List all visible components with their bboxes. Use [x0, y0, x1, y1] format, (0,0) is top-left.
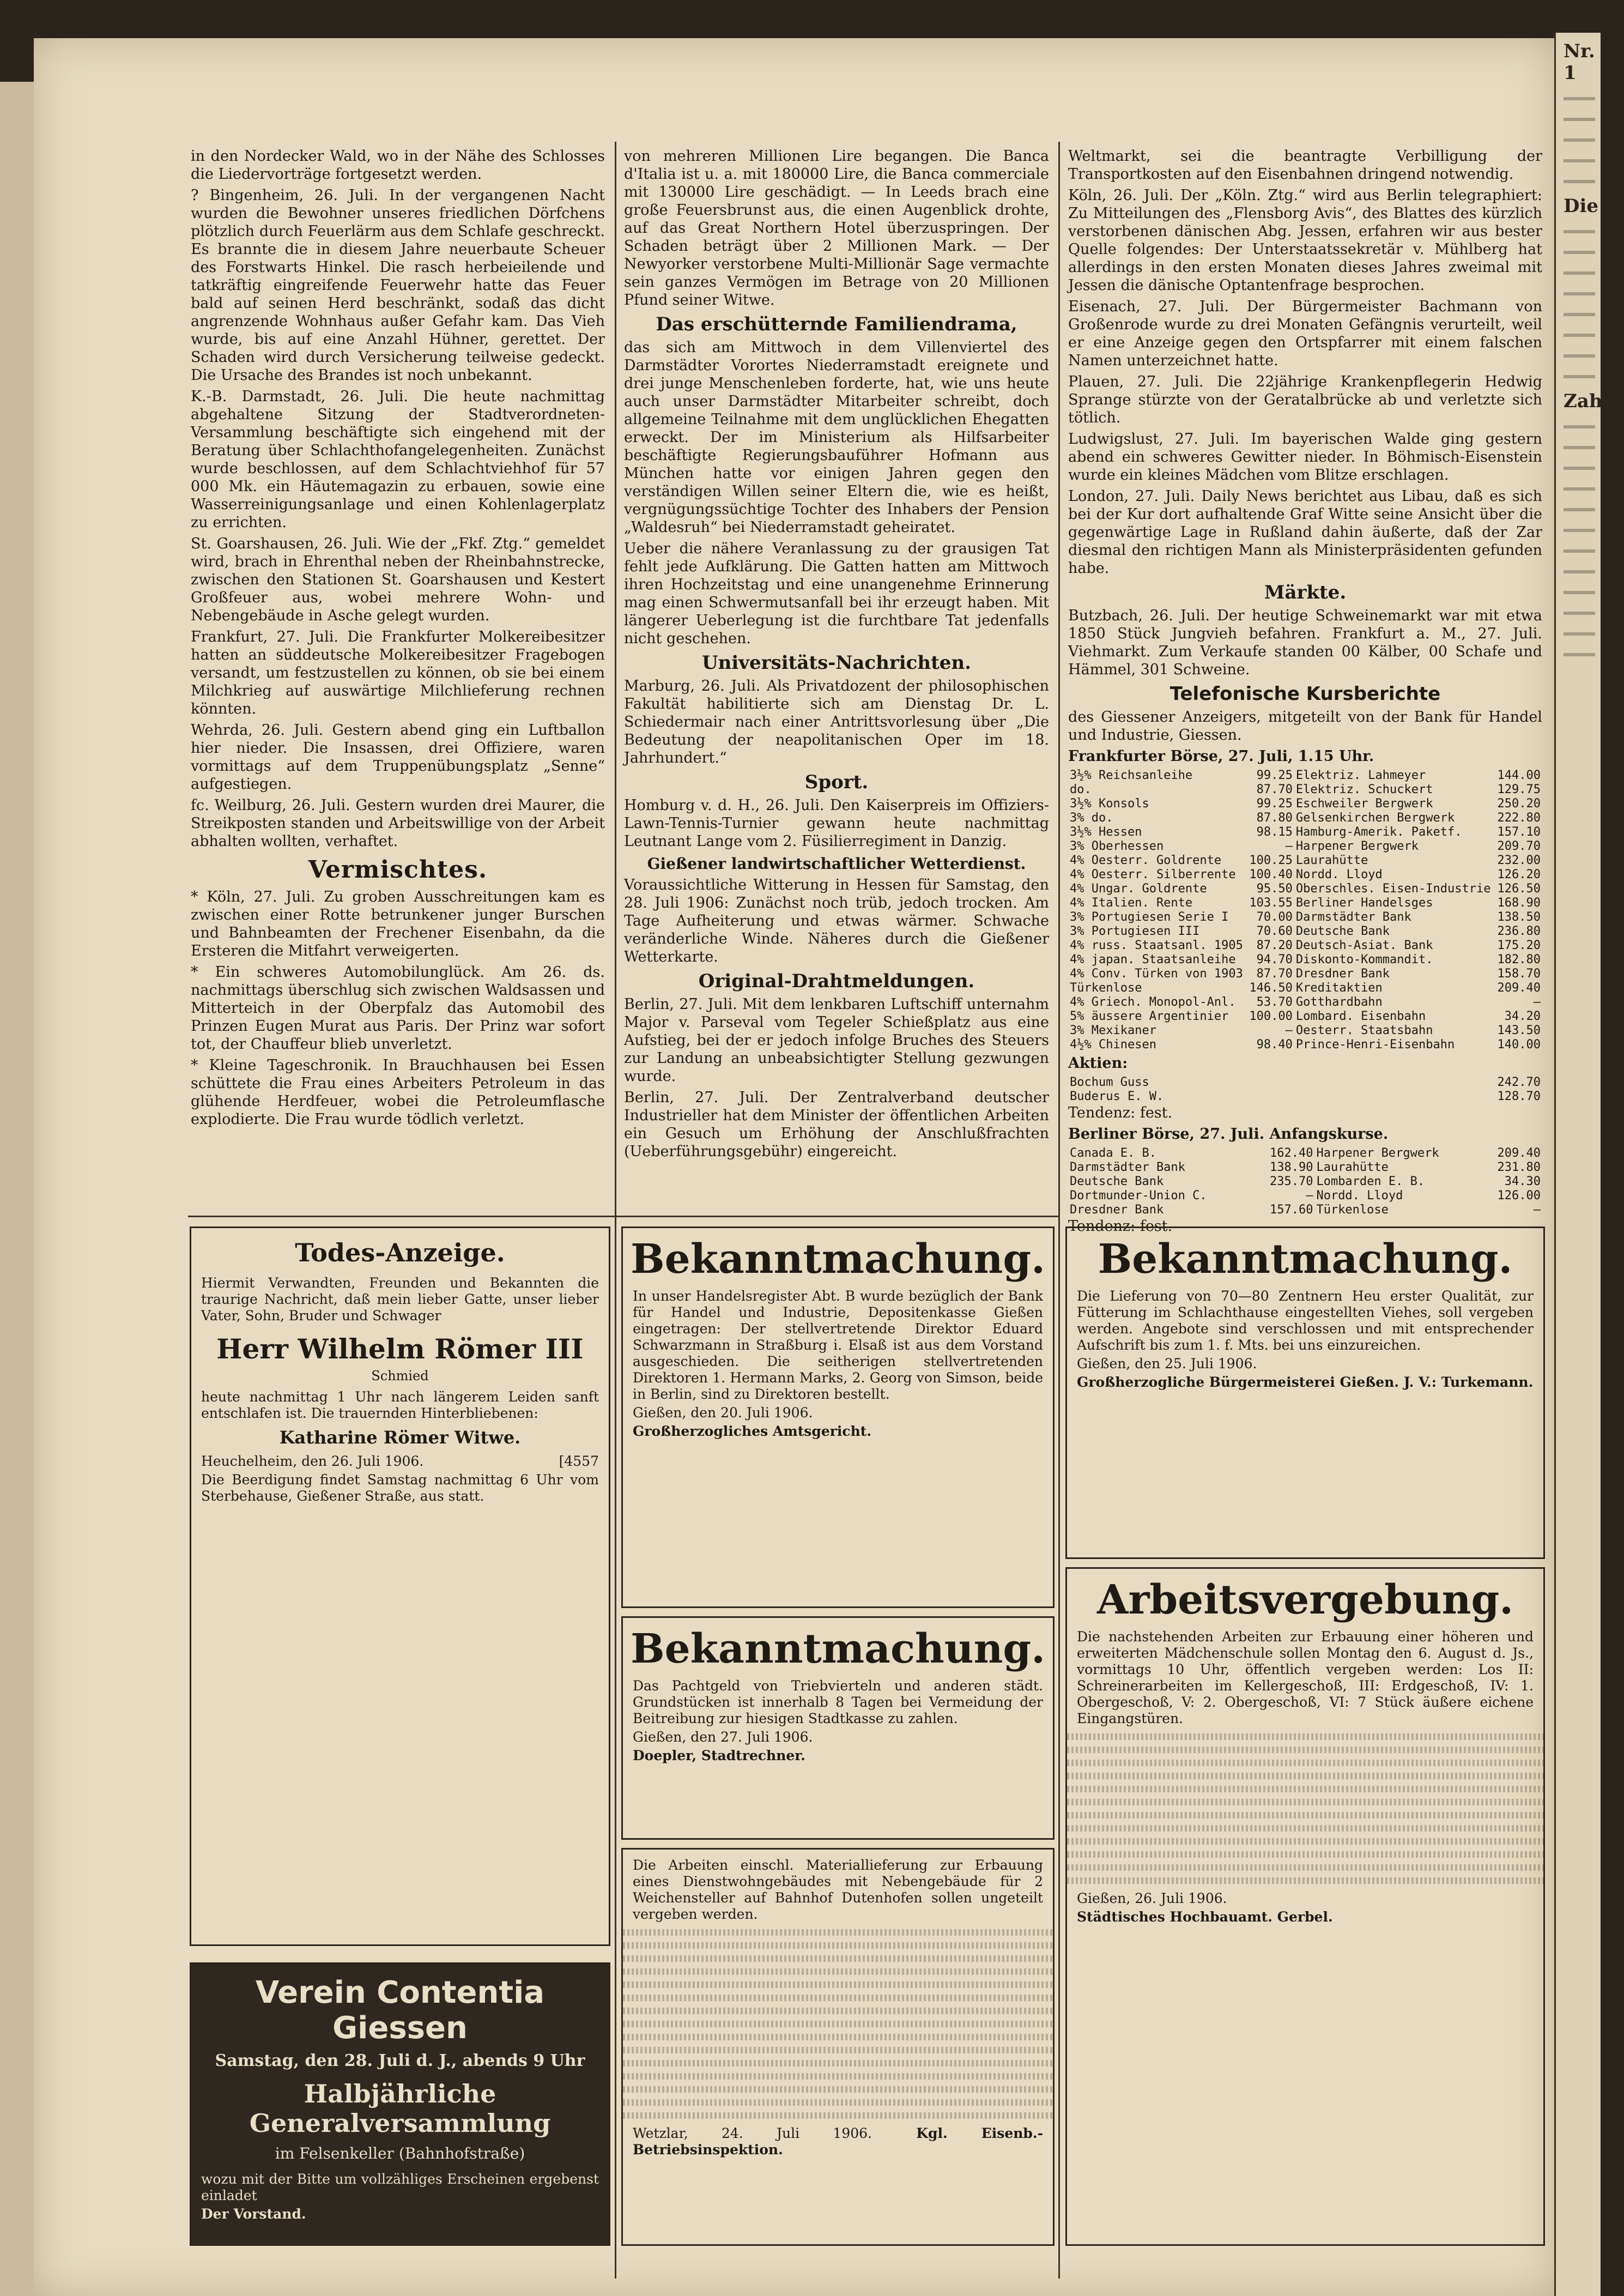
column-1: [191, 147, 605, 1210]
article-paragraph: Voraussichtliche Witterung in Hessen für Samstag, den 28. Juli 1906: Zunächst noch trüb, jedoch trocken. Am Tage Aufheiterung und etwas wärmer. Schwache veränderliche Winde. Näheres durch die Gießener Wetterkarte.: [624, 877, 1049, 965]
quote-name: Bochum Guss: [1070, 1076, 1149, 1089]
ad-heading: Arbeitsvergebung.: [1097, 1576, 1513, 1623]
quote-value: 87.70: [1256, 783, 1293, 796]
quote-name: 3% Mexikaner: [1070, 1024, 1156, 1037]
ad-text: Die nachstehenden Arbeiten zur Erbauung einer höheren und erweiterten Mädchenschule sollen Montag den 6. August d. Js., vormittags 10 Uhr, öffentlich vergeben werden: Los II: Schreinerarbeiten im Kellergeschoß, III: Erdgeschoß, IV: 1. Obergeschoß, V: 2. Obergeschoß, VI: 7 Stück äußere eichene Eingangstüren.: [1077, 1629, 1534, 1726]
quote-name: Gelsenkirchen Bergwerk: [1295, 811, 1455, 825]
quote-name: Diskonto-Kommandit.: [1295, 953, 1433, 966]
quote-name: Berliner Handelsges: [1295, 896, 1433, 910]
quote-name: Elektriz. Schuckert: [1295, 783, 1433, 796]
quote-row: [1068, 1175, 1542, 1189]
quote-value: 209.40: [1497, 1146, 1541, 1160]
kurs-berlin-title: Berliner Börse, 27. Juli. Anfangskurse.: [1068, 1126, 1389, 1143]
quote-value: 222.80: [1497, 811, 1541, 825]
section-heading: Vermischtes.: [308, 856, 488, 884]
ad-heading: Bekanntmachung.: [1098, 1236, 1513, 1283]
quote-row: [1068, 910, 1542, 925]
quote-value: 70.60: [1256, 925, 1293, 938]
quote-row: [1068, 783, 1542, 797]
quote-value: 95.50: [1256, 882, 1293, 896]
verein-event: Halbjährliche Generalversammlung: [249, 2079, 551, 2138]
quote-row: [1068, 1189, 1542, 1203]
article-paragraph: ? Bingenheim, 26. Juli. In der vergangenen Nacht wurden die Bewohner unseres friedlichen Dörfchens plötzlich durch Feuerlärm aus dem Schlafe geschreckt. Es brannte die in diesem Jahre neuerbaute Scheuer des Forstwarts Hinkel. Die rasch herbeieilende und tatkräftig eingreifende Feuerwehr hatte das Feuer bald auf seinen Herd beschränkt, sodaß das dicht angrenzende Wohnhaus außer Gefahr kam. Das Vieh wurde, bis auf eine Anzahl Hühner, gerettet. Der Schaden wird durch Versicherung teilweise gedeckt. Die Ursache des Brandes ist noch unbekannt.: [191, 187, 605, 384]
quote-row: [1068, 1076, 1542, 1090]
quote-value: 182.80: [1497, 953, 1541, 966]
todes-text: Hiermit Verwandten, Freunden und Bekannten die traurige Nachricht, daß mein lieber Gatte, unser lieber Vater, Sohn, Bruder und Schwager: [201, 1275, 599, 1324]
quote-name: Buderus E. W.: [1070, 1090, 1164, 1103]
quote-name: Oesterr. Staatsbahn: [1295, 1024, 1433, 1037]
quote-value: 100.00: [1249, 1010, 1293, 1023]
ad-signature: Städtisches Hochbauamt. Gerbel.: [1077, 1909, 1333, 1925]
quote-name: Oberschles. Eisen-Industrie: [1295, 882, 1491, 896]
ad-place-date: Gießen, den 25. Juli 1906.: [1077, 1356, 1257, 1371]
quote-name: 4% Conv. Türken von 1903: [1070, 967, 1243, 981]
quote-value: 175.20: [1497, 939, 1541, 952]
article-paragraph: Köln, 26. Juli. Der „Köln. Ztg.“ wird aus Berlin telegraphiert: Zu Mitteilungen des „Flensborg Avis“, des Blattes des kürzlich verstorbenen dänischen Abg. Jessen, erfahren wir aus bester Quelle folgendes: Der Unterstaatssekretär v. Mühlberg hat allerdings in den ersten Monaten dieses Jahres zweimal mit Jessen die dänische Optantenfrage besprochen.: [1068, 187, 1542, 294]
quote-row: [1068, 896, 1542, 910]
todes-title: Todes-Anzeige.: [295, 1238, 505, 1267]
quote-name: Türkenlose: [1070, 981, 1142, 995]
quote-name: Deutsche Bank: [1295, 925, 1390, 938]
quote-row: [1068, 981, 1542, 995]
todes-anzeige: [190, 1226, 610, 1946]
article-paragraph: Marburg, 26. Juli. Als Privatdozent der philosophischen Fakultät habilitierte sich am Dienstag Dr. L. Schiedermair nach einer Antrittsvorlesung über „Die Bedeutung der neapolitanischen Oper im 18. Jahrhundert.“: [624, 678, 1049, 766]
quote-value: 126.20: [1497, 868, 1541, 881]
quote-name: 3% do.: [1070, 811, 1113, 825]
widow-name: Katharine Römer Witwe.: [279, 1427, 521, 1448]
quote-value: 128.70: [1497, 1090, 1541, 1103]
quote-row: [1068, 995, 1542, 1010]
quote-name: 3% Oberhessen: [1070, 839, 1164, 853]
ad-number: [4557: [559, 1453, 599, 1469]
article-paragraph: Ludwigslust, 27. Juli. Im bayerischen Walde ging gestern abend ein schweres Gewitter nieder. In Böhmisch-Eisenstein wurde ein kleines Mädchen vom Blitze erschlagen.: [1068, 431, 1542, 484]
quote-value: 231.80: [1497, 1161, 1541, 1174]
article-paragraph: fc. Weilburg, 26. Juli. Gestern wurden drei Maurer, die Streikposten standen und Arbeitswillige von der Arbeit abhalten wollten, verhaftet.: [191, 797, 605, 850]
quote-row: [1068, 769, 1542, 783]
ad-text: In unser Handelsregister Abt. B wurde bezüglich der Bank für Handel und Industrie, Depositenkasse Gießen eingetragen: Der stellvertretende Direktor Eduard Schwarzmann in Straßburg i. Elsaß ist aus dem Vorstand ausgeschieden. Die seitherigen stellvertretenden Direktoren 1. Hermann Marks, 2. Georg von Simson, beide in Berlin, sind zu Direktoren bestellt.: [633, 1288, 1043, 1402]
article-paragraph: Ueber die nähere Veranlassung zu der grausigen Tat fehlt jede Aufklärung. Die Gatten hatten am Mittwoch ihren Hochzeitstag und eine unangenehme Erinnerung mag einen Schwermutsanfall bei ihr erzeugt haben. Mit längerer Ueberlegung ist die furchtbare Tat jedenfalls nicht geschehen.: [624, 540, 1049, 647]
quote-value: 242.70: [1497, 1076, 1541, 1089]
quote-row: [1068, 1090, 1542, 1104]
quote-value: 138.90: [1269, 1161, 1313, 1174]
quote-value: —: [1285, 839, 1293, 853]
article-paragraph: das sich am Mittwoch in dem Villenviertel des Darmstädter Vorortes Niederramstadt ereignete und drei junge Menschenleben forderte, hat, wie uns heute auch unser Darmstädter Mitarbeiter schreibt, doch allgemeine Teilnahme mit dem unglücklichen Ehegatten erweckt. Der im Ministerium als Hilfsarbeiter beschäftigte Regierungsbauführer Hofmann aus München hatte vor einigen Jahren gegen den verständigen Willen seiner Eltern die, wie es heißt, vergnügungssüchtige Tochter des Inhabers der Pension „Waldesruh“ bei Niederramstadt geheiratet.: [624, 339, 1049, 536]
article-paragraph: Homburg v. d. H., 26. Juli. Den Kaiserpreis im Offiziers-Lawn-Tennis-Turnier gewann heute nachmittag Leutnant Lange vom 2. Füsilierregiment in Danzig.: [624, 797, 1049, 850]
page-left-edge: [0, 82, 34, 2296]
verein-contentia-ad: [190, 1962, 610, 2246]
quote-row: [1068, 1146, 1542, 1161]
quote-value: —: [1533, 1203, 1541, 1217]
quote-row: [1068, 1038, 1542, 1052]
bekanntmachung-ad-3: [1065, 1226, 1545, 1559]
quote-value: 157.10: [1497, 825, 1541, 839]
quote-name: do.: [1070, 783, 1092, 796]
article-paragraph: Weltmarkt, sei die beantragte Verbilligung der Transportkosten auf den Eisenbahnen dringend notwendig.: [1068, 148, 1542, 183]
quote-value: 98.40: [1256, 1038, 1293, 1052]
quote-name: Türkenlose: [1316, 1203, 1389, 1217]
quote-name: 3½% Konsols: [1070, 797, 1149, 811]
ad-text: Die Arbeiten einschl. Materiallieferung zur Erbauung eines Dienstwohngebäudes mit Nebengebäude für 2 Weichensteller auf Bahnhof Dutenhofen sollen ungeteilt vergeben werden.: [633, 1857, 1043, 1922]
section-heading: Gießener landwirtschaftlicher Wetterdienst.: [647, 855, 1026, 873]
article-paragraph: Wehrda, 26. Juli. Gestern abend ging ein Luftballon hier nieder. Die Insassen, drei Offiziere, waren vormittags auf dem Truppenübungsplatz „Senne“ aufgestiegen.: [191, 722, 605, 793]
quote-value: 143.50: [1497, 1024, 1541, 1037]
quote-name: Hamburg-Amerik. Paketf.: [1295, 825, 1462, 839]
section-heading: Das erschütternde Familiendrama,: [656, 313, 1017, 335]
adjacent-page-fragment: Zahre: [1564, 390, 1624, 412]
quote-name: Gotthardbahn: [1295, 995, 1383, 1009]
quote-value: 100.40: [1249, 868, 1293, 881]
quote-name: Darmstädter Bank: [1070, 1161, 1185, 1174]
article-paragraph: Butzbach, 26. Juli. Der heutige Schweinemarkt war mit etwa 1850 Stück Jungvieh befahren. Frankfurt a. M., 27. Juli. Viehmarkt. Zum Verkaufe standen 00 Kälber, 00 Schafe und Hämmel, 301 Schweine.: [1068, 607, 1542, 678]
quote-name: 4% japan. Staatsanleihe: [1070, 953, 1236, 966]
quote-row: [1068, 1203, 1542, 1217]
ad-signature: Doepler, Stadtrechner.: [633, 1748, 805, 1763]
adjacent-page-fragment: Nr. 1: [1564, 40, 1595, 84]
quote-value: 232.00: [1497, 854, 1541, 867]
article-paragraph: * Ein schweres Automobilunglück. Am 26. ds. nachmittags überschlug sich zwischen Waldsassen und Mitterteich in der Oberpfalz das Automobil des Prinzen Eugen Murat aus Paris. Der Prinz war sofort tot, der Chauffeur blieb unverletzt.: [191, 964, 605, 1053]
quote-name: Dortmunder-Union C.: [1070, 1189, 1207, 1203]
quote-row: [1068, 925, 1542, 939]
quote-name: 3½% Reichsanleihe: [1070, 769, 1193, 782]
kurs-subtitle: des Giessener Anzeigers, mitgeteilt von der Bank für Handel und Industrie, Giessen.: [1068, 709, 1542, 744]
deceased-job: Schmied: [371, 1368, 429, 1383]
quote-row: [1068, 939, 1542, 953]
ad-signature: Großherzogliche Bürgermeisterei Gießen. J. V.: Turkemann.: [1077, 1374, 1534, 1390]
verein-signature: Der Vorstand.: [201, 2206, 306, 2222]
quote-name: Laurahütte: [1295, 854, 1368, 867]
ad-place-date: Gießen, 26. Juli 1906.: [1077, 1890, 1227, 1906]
quote-name: 4% Oesterr. Goldrente: [1070, 854, 1222, 867]
ads-divider: [188, 1216, 1060, 1217]
quote-value: 103.55: [1249, 896, 1293, 910]
quote-value: 34.30: [1504, 1175, 1541, 1188]
quote-value: 209.40: [1497, 981, 1541, 995]
quote-value: 70.00: [1256, 910, 1293, 924]
quote-value: 87.70: [1256, 967, 1293, 981]
quote-name: Canada E. B.: [1070, 1146, 1156, 1160]
quote-value: 98.15: [1256, 825, 1293, 839]
quote-value: 87.80: [1256, 811, 1293, 825]
adjacent-page-fragment: Die: [1564, 195, 1599, 217]
ad-heading: Bekanntmachung.: [631, 1236, 1045, 1283]
section-heading: Märkte.: [1264, 582, 1347, 603]
verein-place: im Felsenkeller (Bahnhofstraße): [275, 2144, 525, 2162]
quote-row: [1068, 839, 1542, 854]
quote-name: 4% russ. Staatsanl. 1905: [1070, 939, 1243, 952]
quote-value: 87.20: [1256, 939, 1293, 952]
bekanntmachung-ad-2: [621, 1616, 1055, 1840]
article-paragraph: Berlin, 27. Juli. Mit dem lenkbaren Luftschiff unternahm Major v. Parseval vom Tegeler Schießplatz aus eine Aufstieg, bei der er jedoch infolge Bruches des Steuers zur Landung an unbeabsichtigter Stellung gezwungen wurde.: [624, 996, 1049, 1085]
deceased-name: Herr Wilhelm Römer III: [216, 1333, 584, 1365]
verein-title: Verein Contentia Giessen: [255, 1975, 545, 2046]
quote-name: 4% Italien. Rente: [1070, 896, 1193, 910]
ad-text: Die Lieferung von 70—80 Zentnern Heu erster Qualität, zur Fütterung im Schlachthause eingestellten Viehes, soll vergeben werden. Angebote sind verschlossen und mit entsprechender Aufschrift bis zum 1. f. Mts. bei uns einzureichen.: [1077, 1288, 1534, 1353]
quote-name: Elektriz. Lahmeyer: [1295, 769, 1426, 782]
quote-name: 4½% Chinesen: [1070, 1038, 1156, 1052]
quote-name: Laurahütte: [1316, 1161, 1389, 1174]
todes-text: heute nachmittag 1 Uhr nach längerem Leiden sanft entschlafen ist. Die trauernden Hinterbliebenen:: [201, 1389, 599, 1421]
aktien-label: Aktien:: [1068, 1055, 1128, 1072]
article-paragraph: * Köln, 27. Juli. Zu groben Ausschreitungen kam es zwischen einer Rotte betrunkener junger Burschen und Bahnbeamten der Frechener Eisenbahn, da die Ersteren die Mitfahrt verweigerten.: [191, 889, 605, 959]
quote-value: 235.70: [1269, 1175, 1313, 1188]
berlin-quotes-table: [1068, 1146, 1542, 1217]
column-2: [624, 147, 1049, 1210]
ad-text: Das Pachtgeld von Triebvierteln und anderen städt. Grundstücken ist innerhalb 8 Tagen bei Vermeidung der Beitreibung zur hiesigen Stadtkasse zu zahlen.: [633, 1678, 1043, 1726]
tendenz-label: Tendenz: fest.: [1068, 1104, 1173, 1121]
arbeitsvergebung-ad: [1065, 1567, 1545, 2246]
section-heading: Universitäts-Nachrichten.: [701, 652, 971, 674]
section-heading: Telefonische Kursberichte: [1169, 683, 1441, 705]
quote-name: Kreditaktien: [1295, 981, 1383, 995]
quote-row: [1068, 825, 1542, 839]
column-rule: [615, 142, 616, 2279]
eisenbahn-ad: [621, 1848, 1055, 2246]
quote-row: [1068, 811, 1542, 825]
ad-signature: Großherzogliches Amtsgericht.: [633, 1423, 872, 1439]
quote-name: Deutsche Bank: [1070, 1175, 1164, 1188]
burial-notice: Die Beerdigung findet Samstag nachmittag 6 Uhr vom Sterbehause, Gießener Straße, aus statt.: [201, 1472, 599, 1504]
verein-date: Samstag, den 28. Juli d. J., abends 9 Uhr: [215, 2051, 585, 2070]
quote-name: Darmstädter Bank: [1295, 910, 1411, 924]
section-heading: Sport.: [804, 771, 869, 793]
article-paragraph: Frankfurt, 27. Juli. Die Frankfurter Molkereibesitzer hatten an süddeutsche Molkereibesitzer Fragebogen versandt, um festzustellen zu können, ob sie bei einem Milchkrieg auf auswärtige Milchlieferung rechnen könnten.: [191, 629, 605, 717]
aktien-table: [1068, 1076, 1542, 1104]
quote-name: Harpener Bergwerk: [1316, 1146, 1439, 1160]
quote-row: [1068, 967, 1542, 981]
quote-row: [1068, 1161, 1542, 1175]
quote-name: Lombarden E. B.: [1316, 1175, 1425, 1188]
quote-name: 5% äussere Argentinier: [1070, 1010, 1229, 1023]
column-rule: [1058, 142, 1060, 2279]
quote-value: —: [1533, 995, 1541, 1009]
adjacent-page-strip: [1554, 33, 1624, 2296]
quote-name: Nordd. Lloyd: [1295, 868, 1383, 881]
quote-value: 34.20: [1504, 1010, 1541, 1023]
quote-name: 3% Portugiesen Serie I: [1070, 910, 1229, 924]
quote-value: 126.00: [1497, 1189, 1541, 1203]
section-heading: Original-Drahtmeldungen.: [698, 970, 975, 992]
quote-name: Lombard. Eisenbahn: [1295, 1010, 1426, 1023]
frankfurt-quotes-table: [1068, 769, 1542, 1052]
quote-value: —: [1306, 1189, 1313, 1203]
quote-name: 3½% Hessen: [1070, 825, 1142, 839]
article-paragraph: Plauen, 27. Juli. Die 22jährige Krankenpflegerin Hedwig Sprange stürzte von der Geratalbrücke ab und verletzte sich tötlich.: [1068, 373, 1542, 426]
ad-place-date: Gießen, den 20. Juli 1906.: [633, 1405, 813, 1421]
quote-name: Dresdner Bank: [1070, 1203, 1164, 1217]
quote-name: 4% Ungar. Goldrente: [1070, 882, 1207, 896]
ad-place-date: Gießen, den 27. Juli 1906.: [633, 1729, 813, 1745]
quote-name: 4% Oesterr. Silberrente: [1070, 868, 1236, 881]
quote-name: Deutsch-Asiat. Bank: [1295, 939, 1433, 952]
quote-row: [1068, 868, 1542, 882]
tendenz-label: Tendenz: fest.: [1068, 1218, 1173, 1235]
quote-value: 53.70: [1256, 995, 1293, 1009]
article-paragraph: K.-B. Darmstadt, 26. Juli. Die heute nachmittag abgehaltene Sitzung der Stadtverordneten-Versammlung beschäftigte sich eingehend mit der Beratung über Schlachthofangelegenheiten. Zunächst wurde beschlossen, auf dem Schlachtviehhof für 57 000 Mk. ein Häutemagazin zu erbauen, sowie eine Wasserreinigungsanlage und einen Kohlenlagerplatz zu errichten.: [191, 388, 605, 531]
quote-value: 209.70: [1497, 839, 1541, 853]
quote-value: 94.70: [1256, 953, 1293, 966]
ad-heading: Bekanntmachung.: [631, 1626, 1045, 1672]
quote-value: 157.60: [1269, 1203, 1313, 1217]
verein-text: wozu mit der Bitte um vollzähliges Erscheinen ergebenst einladet: [201, 2171, 599, 2203]
todes-place-date: Heuchelheim, den 26. Juli 1906.: [201, 1453, 424, 1469]
article-paragraph: London, 27. Juli. Daily News berichtet aus Libau, daß es sich bei der Kur dort aufhaltende Graf Witte seine Ansicht über die gegenwärtige Lage in Rußland dahin äußerte, daß der Zar diesmal den richtigen Mann als Ministerpräsidenten gefunden habe.: [1068, 488, 1542, 577]
quote-name: Dresdner Bank: [1295, 967, 1390, 981]
article-paragraph: Berlin, 27. Juli. Der Zentralverband deutscher Industrieller hat dem Minister der öffentlichen Arbeiten ein Gesuch um Erhöhung der Anschlußfrachten (Ueberführungsgebühr) eingereicht.: [624, 1089, 1049, 1160]
quote-row: [1068, 1024, 1542, 1038]
article-paragraph: von mehreren Millionen Lire begangen. Die Banca d'Italia ist u. a. mit 180000 Lire, die Banca commerciale mit 130000 Lire geschädigt. — In Leeds brach eine große Feuersbrunst aus, die einen Augenblick drohte, auf das Great Northern Hotel überzuspringen. Der Schaden beträgt über 2 Millionen Mark. — Der Newyorker verstorbene Multi-Millionär Sage vermachte sein ganzes Vermögen im Betrage von 20 Millionen Pfund seiner Witwe.: [624, 148, 1049, 309]
quote-value: 168.90: [1497, 896, 1541, 910]
quote-name: Prince-Henri-Eisenbahn: [1295, 1038, 1455, 1052]
quote-row: [1068, 797, 1542, 811]
quote-value: 99.25: [1256, 769, 1293, 782]
quote-name: 4% Griech. Monopol-Anl.: [1070, 995, 1236, 1009]
quote-value: 126.50: [1497, 882, 1541, 896]
quote-value: 250.20: [1497, 797, 1541, 811]
quote-name: Nordd. Lloyd: [1316, 1189, 1403, 1203]
article-paragraph: in den Nordecker Wald, wo in der Nähe des Schlosses die Liedervorträge fortgesetzt werden.: [191, 148, 605, 183]
quote-name: 3% Portugiesen III: [1070, 925, 1200, 938]
bekanntmachung-ad-1: [621, 1226, 1055, 1608]
quote-value: 129.75: [1497, 783, 1541, 796]
quote-value: 236.80: [1497, 925, 1541, 938]
column-3: [1068, 147, 1542, 1235]
quote-value: 144.00: [1497, 769, 1541, 782]
quote-value: 162.40: [1269, 1146, 1313, 1160]
ad-place-date: Wetzlar, 24. Juli 1906.: [633, 2125, 872, 2141]
article-paragraph: * Kleine Tageschronik. In Brauchhausen bei Essen schüttete die Frau eines Arbeiters Petroleum in das glühende Herdfeuer, wobei die Petroleumflasche explodierte. Die Frau wurde tödlich verletzt.: [191, 1057, 605, 1128]
quote-value: 99.25: [1256, 797, 1293, 811]
quote-value: 158.70: [1497, 967, 1541, 981]
quote-row: [1068, 1010, 1542, 1024]
ad-signature: Kgl. Eisenb.-Betriebsinspektion.: [633, 2125, 1043, 2158]
quote-row: [1068, 882, 1542, 896]
quote-value: —: [1285, 1024, 1293, 1037]
quote-value: 146.50: [1249, 981, 1293, 995]
quote-name: Eschweiler Bergwerk: [1295, 797, 1433, 811]
quote-row: [1068, 854, 1542, 868]
quote-name: Harpener Bergwerk: [1295, 839, 1419, 853]
quote-row: [1068, 953, 1542, 967]
quote-value: 140.00: [1497, 1038, 1541, 1052]
article-paragraph: Eisenach, 27. Juli. Der Bürgermeister Bachmann von Großenrode wurde zu drei Monaten Gefängnis verurteilt, weil er eine Anzeige gegen den Ortspfarrer mit einem falschen Namen unterzeichnet hatte.: [1068, 298, 1542, 369]
kurs-frankfurt-title: Frankfurter Börse, 27. Juli, 1.15 Uhr.: [1068, 748, 1374, 765]
quote-value: 138.50: [1497, 910, 1541, 924]
article-paragraph: St. Goarshausen, 26. Juli. Wie der „Fkf. Ztg.“ gemeldet wird, brach in Ehrenthal neben der Rheinbahnstrecke, zwischen den Stationen St. Goarshausen und Kestert Großfeuer aus, wobei mehrere Wohn- und Nebengebäude in Asche gelegt wurden.: [191, 535, 605, 624]
quote-value: 100.25: [1249, 854, 1293, 867]
